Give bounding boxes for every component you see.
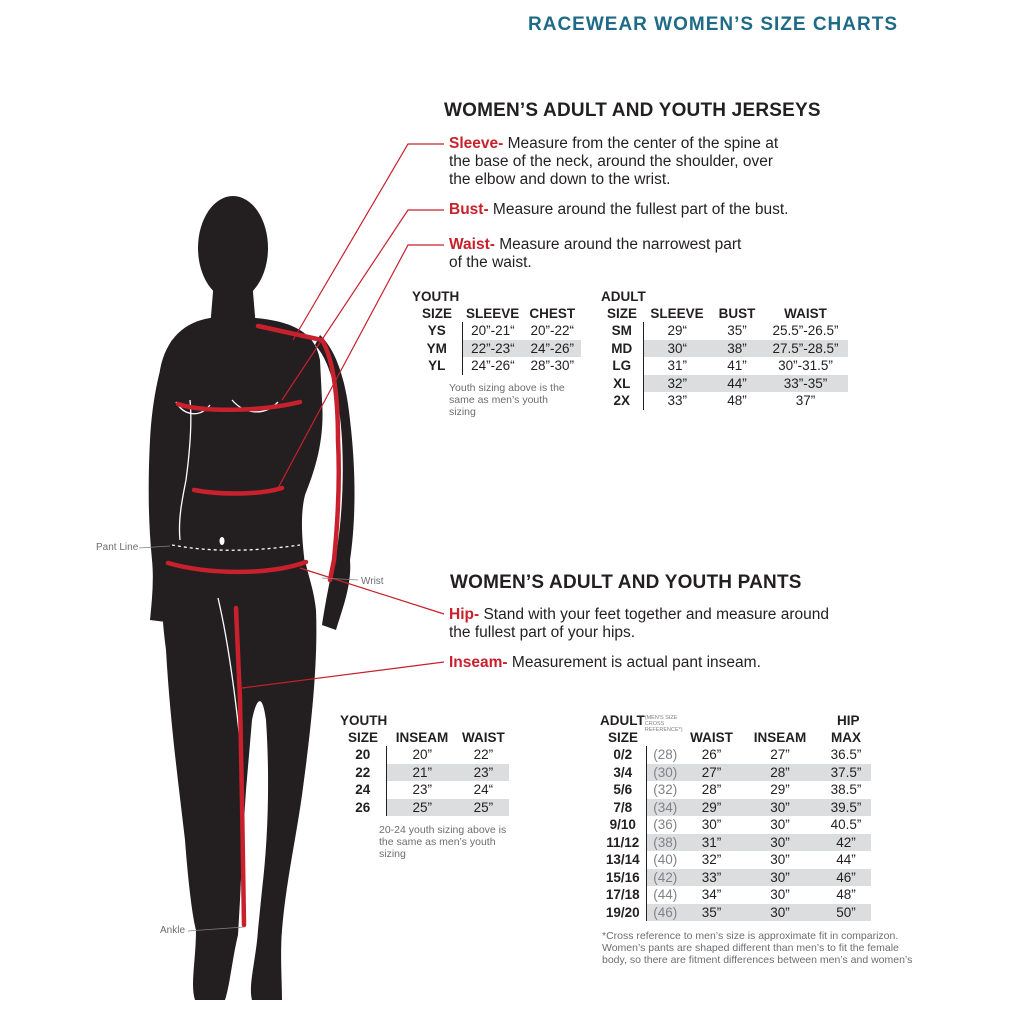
table-cell: 37” bbox=[795, 393, 816, 408]
table-cell: MD bbox=[601, 340, 643, 358]
table-cell: 29” bbox=[770, 782, 790, 797]
bust-text: Measure around the fullest part of the bust. bbox=[492, 201, 789, 218]
table-cell: 20 bbox=[340, 746, 386, 764]
table-cell: 30” bbox=[739, 869, 821, 887]
cross-reference-label: (MEN’S SIZE CROSS REFERENCE*) bbox=[644, 715, 683, 733]
figure-torso bbox=[156, 318, 323, 565]
table-row bbox=[340, 781, 509, 799]
table-cell: 32” bbox=[643, 375, 711, 393]
hip-text: Stand with your feet together and measure around the fullest part of your hips. bbox=[449, 606, 829, 641]
table-row bbox=[340, 799, 509, 817]
table-cell: 22” bbox=[473, 747, 494, 762]
table-cell: 33”-35” bbox=[763, 375, 848, 393]
column-header: MAX bbox=[831, 730, 861, 745]
table-cell: 19/20 bbox=[600, 904, 646, 922]
table-cell: 42” bbox=[821, 834, 871, 852]
table-row bbox=[600, 904, 871, 922]
table-cell: 26 bbox=[340, 799, 386, 817]
table-header-row bbox=[340, 729, 509, 746]
inseam-description bbox=[449, 654, 849, 672]
adult-pants-note: *Cross reference to men’s size is approximate fit in comparizon. Women’s pants are shaped different than men’s to fit the female body, so there are fitment differences between men’s and women’s bbox=[602, 930, 913, 966]
table-cell: 24 bbox=[340, 781, 386, 799]
adult-jersey-label: ADULT bbox=[601, 289, 646, 304]
table-row bbox=[412, 322, 581, 340]
hip-leader-line bbox=[300, 568, 444, 614]
table-row bbox=[340, 746, 509, 764]
table-cell: (28) bbox=[653, 747, 678, 762]
table-cell: 39.5” bbox=[821, 799, 871, 817]
table-row bbox=[600, 869, 871, 887]
table-cell: 27” bbox=[770, 747, 790, 762]
table-cell: 37.5” bbox=[821, 764, 871, 782]
table-cell: 20” bbox=[412, 747, 432, 762]
table-cell: 33” bbox=[667, 393, 687, 408]
table-cell: 35” bbox=[684, 904, 739, 922]
table-row bbox=[601, 375, 848, 393]
table-cell: (32) bbox=[653, 782, 678, 797]
table-cell: 3/4 bbox=[600, 764, 646, 782]
column-header: WAIST bbox=[784, 306, 827, 321]
table-cell: 36.5” bbox=[830, 747, 862, 762]
page-title: RACEWEAR WOMEN’S SIZE CHARTS bbox=[528, 14, 898, 35]
table-cell: 50” bbox=[821, 904, 871, 922]
sleeve-text: Measure from the center of the spine at the base of the neck, around the shoulder, over the elbow and down to the wrist. bbox=[449, 135, 779, 188]
table-cell: 17/18 bbox=[600, 886, 646, 904]
table-cell: 48” bbox=[727, 393, 747, 408]
column-header: WAIST bbox=[462, 730, 505, 745]
table-row bbox=[600, 746, 871, 764]
table-cell: YM bbox=[412, 340, 462, 358]
table-cell: (46) bbox=[646, 904, 684, 922]
column-header: CHEST bbox=[529, 306, 576, 321]
table-cell: 30” bbox=[770, 887, 790, 902]
table-cell: 31” bbox=[684, 834, 739, 852]
table-cell: 38” bbox=[711, 340, 763, 358]
pants-heading: WOMEN’S ADULT AND YOUTH PANTS bbox=[450, 572, 802, 593]
table-cell: 44” bbox=[836, 852, 856, 867]
table-row bbox=[601, 392, 848, 410]
sleeve-term: Sleeve- bbox=[449, 135, 504, 152]
table-cell: 30” bbox=[770, 852, 790, 867]
column-header: WAIST bbox=[690, 730, 733, 745]
youth-pants-note: 20-24 youth sizing above is the same as men’s youth sizing bbox=[379, 824, 507, 860]
table-cell: 15/16 bbox=[600, 869, 646, 887]
table-row bbox=[412, 340, 581, 358]
column-header: INSEAM bbox=[395, 730, 449, 745]
table-row bbox=[600, 886, 871, 904]
table-row bbox=[600, 799, 871, 817]
column-header: SIZE bbox=[347, 730, 378, 745]
table-cell: 32” bbox=[701, 852, 722, 867]
table-cell: 28”-30” bbox=[530, 358, 575, 373]
inseam-term: Inseam- bbox=[449, 654, 508, 671]
table-row bbox=[412, 357, 581, 375]
sleeve-description bbox=[449, 135, 779, 189]
column-header: BUST bbox=[718, 306, 756, 321]
table-cell: 27.5”-28.5” bbox=[763, 340, 848, 358]
table-cell: 25” bbox=[386, 799, 458, 817]
table-cell: 13/14 bbox=[600, 851, 646, 869]
table-cell: 48” bbox=[836, 887, 856, 902]
table-cell: 35” bbox=[727, 323, 747, 338]
table-cell: 46” bbox=[821, 869, 871, 887]
column-header: SLEEVE bbox=[650, 306, 704, 321]
table-cell: 25.5”-26.5” bbox=[772, 323, 839, 338]
table-cell: 24”-26” bbox=[523, 340, 581, 358]
youth-jersey-note: Youth sizing above is the same as men’s youth sizing bbox=[449, 382, 565, 418]
table-cell: 11/12 bbox=[600, 834, 646, 852]
bust-description bbox=[449, 201, 809, 219]
table-row bbox=[601, 322, 848, 340]
column-header: INSEAM bbox=[753, 730, 807, 745]
adult-pants-table bbox=[600, 729, 872, 921]
adult-jersey-table bbox=[601, 305, 848, 410]
table-cell: 21” bbox=[386, 764, 458, 782]
column-header: SIZE bbox=[421, 306, 452, 321]
table-cell: 22”-23“ bbox=[462, 340, 523, 358]
table-cell: 23” bbox=[412, 782, 432, 797]
table-cell: 30” bbox=[739, 904, 821, 922]
youth-jersey-table bbox=[412, 305, 582, 375]
table-cell: 30”-31.5” bbox=[778, 358, 833, 373]
hip-description bbox=[449, 606, 834, 642]
table-cell: 29” bbox=[684, 799, 739, 817]
table-header-row bbox=[601, 305, 848, 322]
table-cell: 26” bbox=[701, 747, 722, 762]
table-cell: (38) bbox=[646, 834, 684, 852]
table-cell: 30” bbox=[739, 799, 821, 817]
youth-pants-label: YOUTH bbox=[340, 713, 388, 728]
table-cell: 34” bbox=[701, 887, 722, 902]
table-header-row bbox=[412, 305, 581, 322]
table-cell: (36) bbox=[653, 817, 678, 832]
table-cell: (42) bbox=[646, 869, 684, 887]
column-header: SIZE bbox=[607, 730, 638, 745]
table-row bbox=[601, 357, 848, 375]
table-cell: YS bbox=[412, 322, 462, 340]
table-cell: 44” bbox=[711, 375, 763, 393]
column-header: SIZE bbox=[606, 306, 637, 321]
table-cell: 9/10 bbox=[600, 816, 646, 834]
table-cell: 0/2 bbox=[600, 746, 646, 764]
table-row bbox=[600, 851, 871, 869]
column-header: SLEEVE bbox=[466, 306, 520, 321]
table-cell: 30” bbox=[701, 817, 722, 832]
jerseys-heading: WOMEN’S ADULT AND YOUTH JERSEYS bbox=[444, 100, 821, 121]
waist-term: Waist- bbox=[449, 236, 495, 253]
youth-jersey-label: YOUTH bbox=[412, 289, 460, 304]
table-cell: 30” bbox=[739, 834, 821, 852]
table-cell: 28” bbox=[701, 782, 722, 797]
table-cell: 7/8 bbox=[600, 799, 646, 817]
table-cell: 29“ bbox=[667, 323, 687, 338]
table-cell: 20”-21“ bbox=[471, 323, 515, 338]
table-cell: SM bbox=[601, 322, 643, 340]
table-cell: (30) bbox=[646, 764, 684, 782]
figure-legs bbox=[162, 560, 316, 1000]
column-header bbox=[646, 729, 684, 746]
table-cell: (44) bbox=[653, 887, 678, 902]
bust-term: Bust- bbox=[449, 201, 489, 218]
table-row bbox=[600, 816, 871, 834]
inseam-text: Measurement is actual pant inseam. bbox=[511, 654, 761, 671]
adult-pants-label: ADULT bbox=[600, 713, 645, 728]
table-header-row bbox=[600, 729, 871, 746]
table-cell: 22 bbox=[340, 764, 386, 782]
table-cell: 2X bbox=[601, 392, 643, 410]
table-cell: 23” bbox=[458, 764, 509, 782]
waist-description bbox=[449, 236, 749, 272]
table-cell: 40.5” bbox=[830, 817, 862, 832]
table-row bbox=[340, 764, 509, 782]
table-cell: 25” bbox=[458, 799, 509, 817]
table-cell: XL bbox=[601, 375, 643, 393]
hip-term: Hip- bbox=[449, 606, 480, 623]
table-row bbox=[600, 764, 871, 782]
wrist-label: Wrist bbox=[361, 576, 384, 587]
table-cell: 5/6 bbox=[600, 781, 646, 799]
table-cell: 24“ bbox=[473, 782, 494, 797]
table-cell: 20”-22“ bbox=[530, 323, 575, 338]
table-cell: YL bbox=[412, 357, 462, 375]
waist-text: Measure around the narrowest part of the waist. bbox=[449, 236, 742, 271]
table-cell: 30” bbox=[770, 817, 790, 832]
table-cell: 30“ bbox=[643, 340, 711, 358]
table-cell: 24”-26“ bbox=[471, 358, 515, 373]
table-cell: 28” bbox=[739, 764, 821, 782]
table-cell: 33” bbox=[684, 869, 739, 887]
table-row bbox=[600, 781, 871, 799]
table-cell: 27” bbox=[684, 764, 739, 782]
table-cell: LG bbox=[601, 357, 643, 375]
table-cell: 38.5” bbox=[830, 782, 862, 797]
ankle-label: Ankle bbox=[160, 925, 186, 936]
table-row bbox=[601, 340, 848, 358]
youth-pants-table bbox=[340, 729, 509, 816]
hip-max-header-top: HIP bbox=[837, 713, 860, 728]
table-cell: 31” bbox=[667, 358, 687, 373]
table-cell: (40) bbox=[653, 852, 678, 867]
table-row bbox=[600, 834, 871, 852]
table-cell: 41” bbox=[727, 358, 747, 373]
pant-line-label: Pant Line bbox=[96, 542, 139, 553]
table-cell: (34) bbox=[646, 799, 684, 817]
